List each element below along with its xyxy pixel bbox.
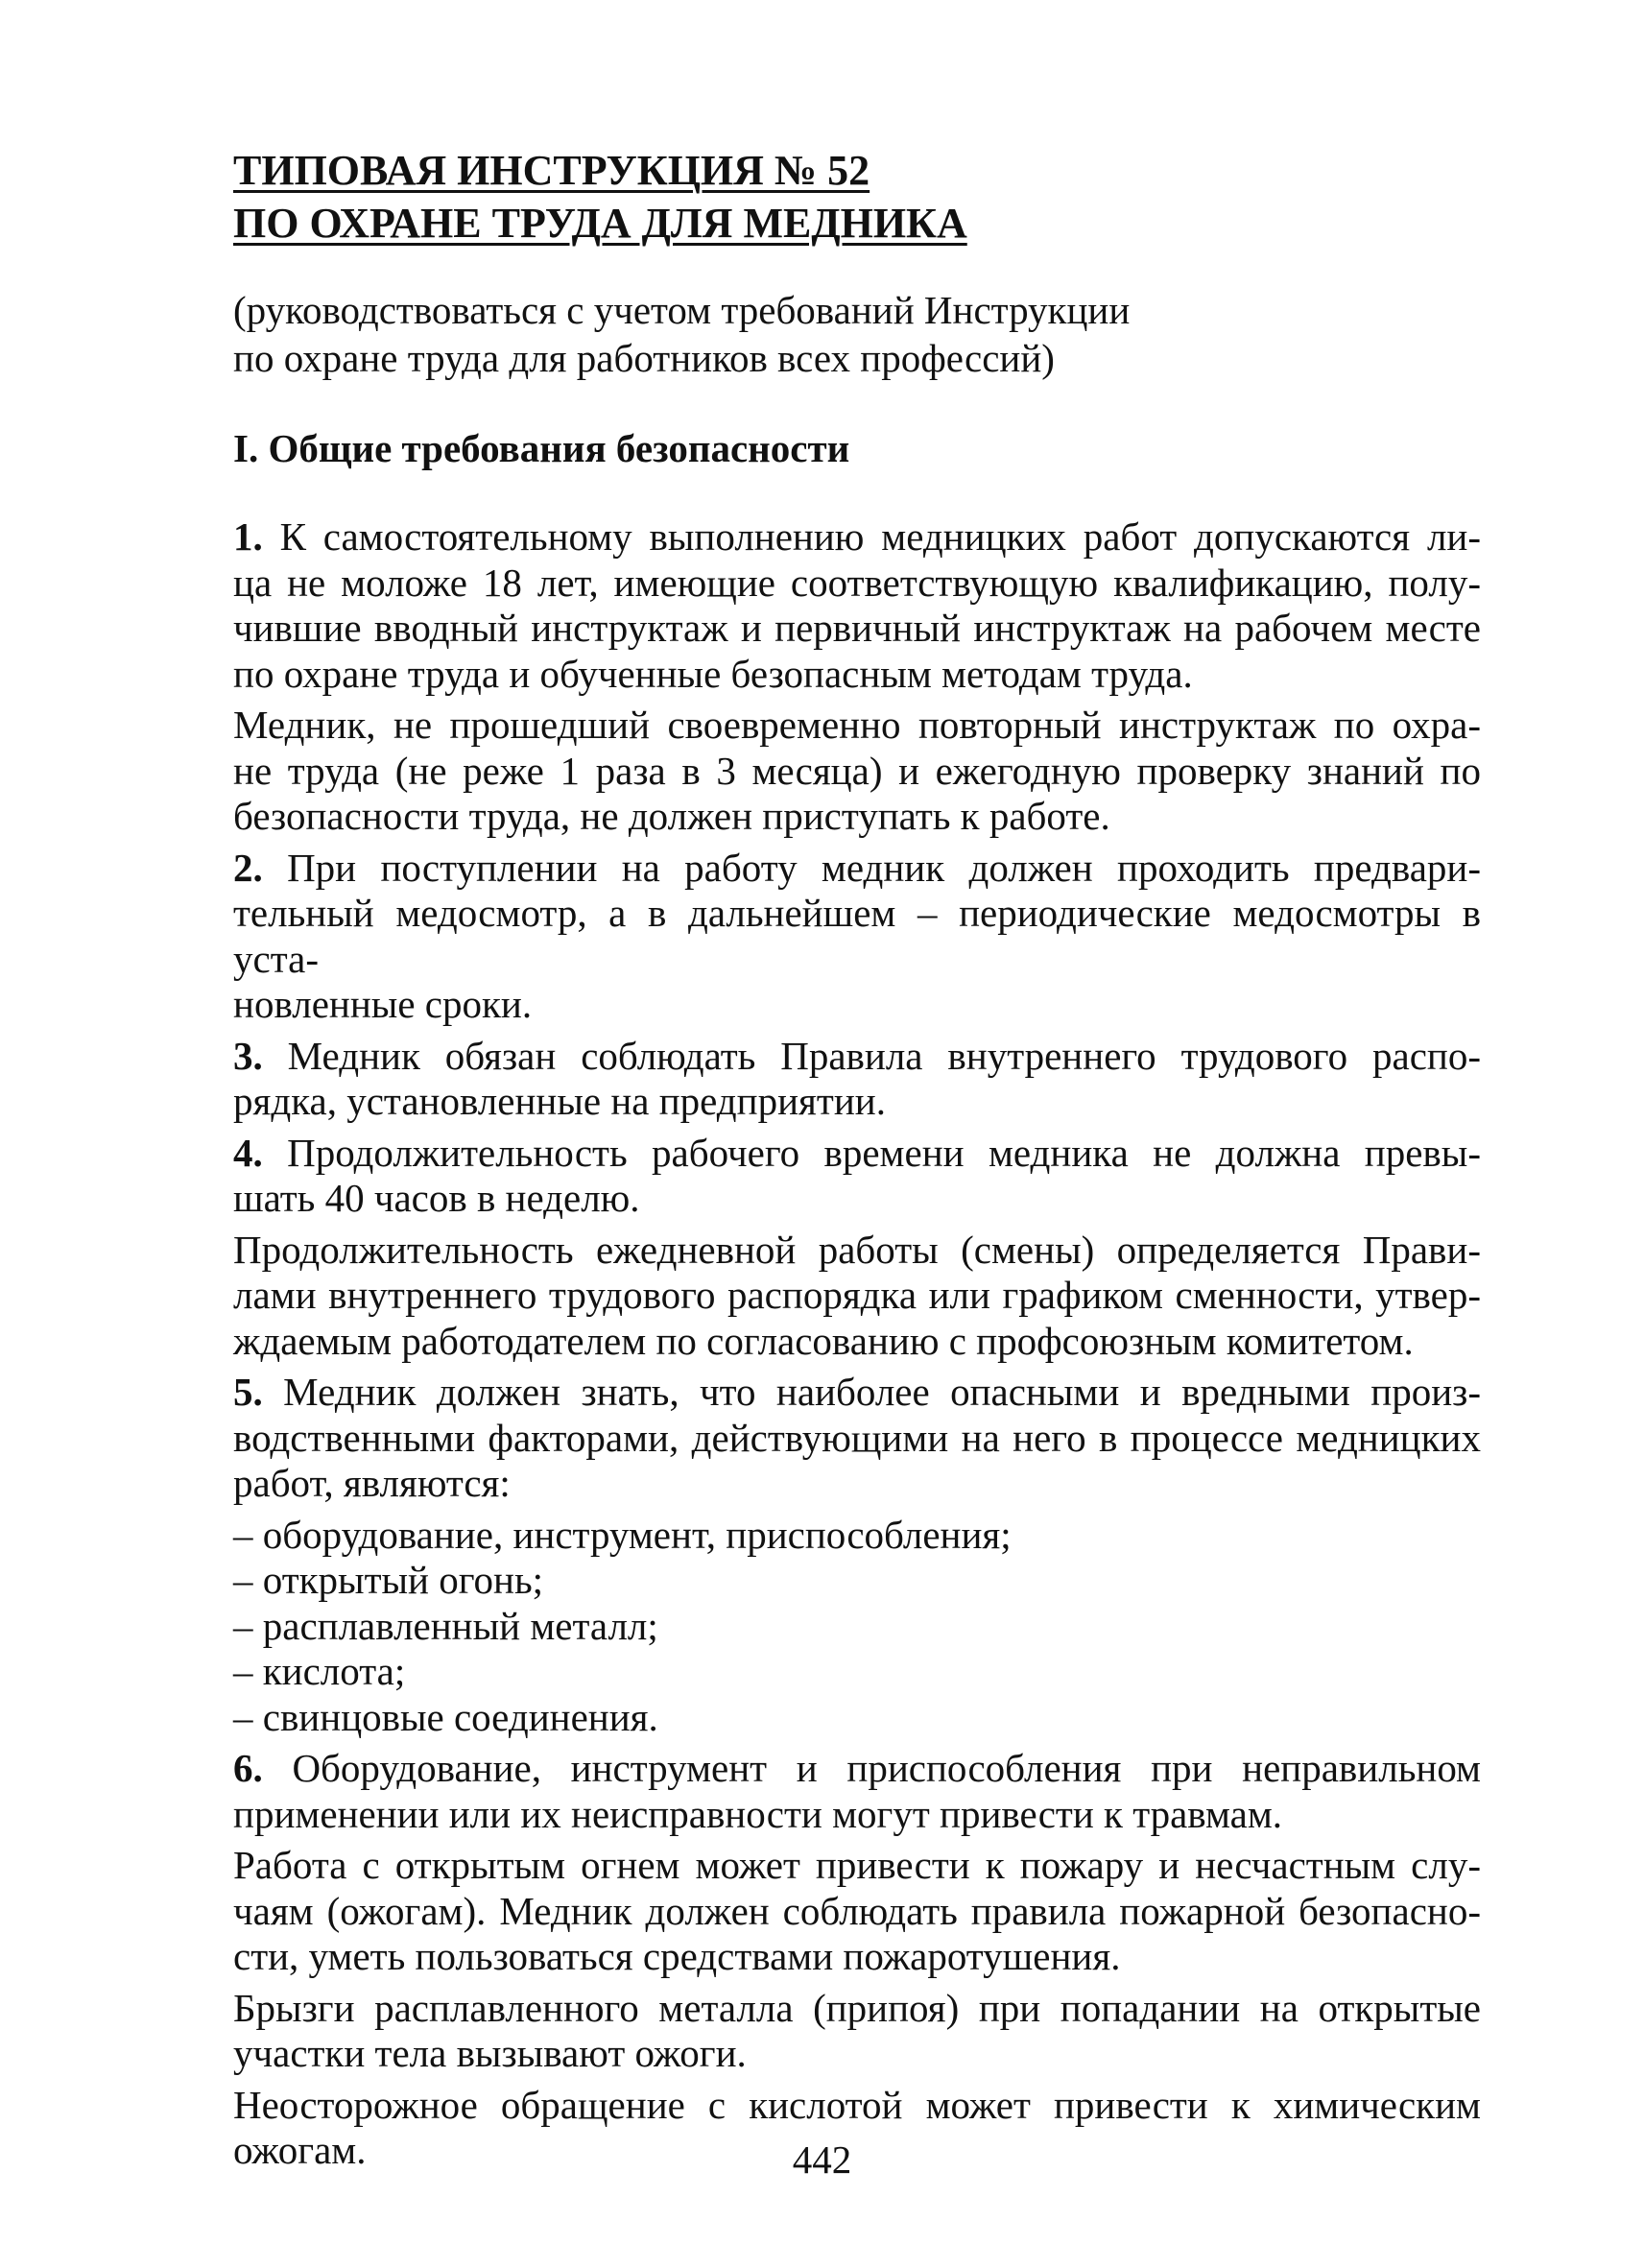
document-subtitle	[233, 286, 1481, 382]
paragraph-line: безопасности труда, не должен приступать к работе.	[233, 794, 1110, 838]
paragraph-line: ожогам.	[233, 2128, 367, 2172]
paragraph-line: 1. К самостоятельному выполнению медницких работ допускаются ли-	[233, 514, 1481, 559]
item-number: 2.	[233, 845, 263, 890]
paragraph-4	[233, 1131, 1481, 1222]
paragraph-line: не труда (не реже 1 раза в 3 месяца) и ежегодную проверку знаний по	[233, 748, 1481, 793]
item-number: 3.	[233, 1033, 263, 1078]
paragraph-line: чаям (ожогам). Медник должен соблюдать правила пожарной безопасно-	[233, 1888, 1481, 1933]
list-item: – кислота;	[233, 1649, 406, 1693]
paragraph-line: применении или их неисправности могут привести к травмам.	[233, 1791, 1283, 1836]
paragraph-line: 2. При поступлении на работу медник должен проходить предвари-	[233, 845, 1481, 890]
section-heading: I. Общие требования безопасности	[233, 426, 850, 470]
list-item: – открытый огонь;	[233, 1558, 544, 1602]
item-number: 6.	[233, 1746, 263, 1790]
paragraph-line: водственными факторами, действующими на него в процессе медницких	[233, 1415, 1481, 1460]
paragraph-line: лами внутреннего трудового распорядка или графиком сменности, утвер-	[233, 1273, 1481, 1317]
paragraph-1	[233, 514, 1481, 697]
document-body	[233, 514, 1481, 2174]
paragraph-line: 3. Медник обязан соблюдать Правила внутреннего трудового распо-	[233, 1033, 1481, 1078]
paragraph-line: ждаемым работодателем по согласованию с профсоюзным комитетом.	[233, 1318, 1414, 1363]
page-number: 442	[792, 2137, 852, 2182]
subtitle-line: по охране труда для работников всех профессий)	[233, 336, 1055, 380]
paragraph-line: чившие вводный инструктаж и первичный инструктаж на рабочем месте	[233, 606, 1481, 650]
paragraph-line: шать 40 часов в неделю.	[233, 1176, 640, 1220]
title-line: ТИПОВАЯ ИНСТРУКЦИЯ № 52	[233, 147, 870, 194]
subtitle-line: (руководствоваться с учетом требований Инструкции	[233, 288, 1131, 332]
paragraph-line: рядка, установленные на предприятии.	[233, 1079, 886, 1123]
paragraph-6c	[233, 1986, 1481, 2077]
paragraph-5	[233, 1370, 1481, 1507]
list-item: – оборудование, инструмент, приспособления;	[233, 1512, 1012, 1557]
paragraph-6b	[233, 1843, 1481, 1980]
paragraph-line: работ, являются:	[233, 1461, 511, 1505]
paragraph-line: Медник, не прошедший своевременно повторный инструктаж по охра-	[233, 703, 1481, 747]
title-line: ПО ОХРАНЕ ТРУДА ДЛЯ МЕДНИКА	[233, 200, 967, 247]
list-item: – расплавленный металл;	[233, 1603, 658, 1648]
paragraph-4b	[233, 1228, 1481, 1365]
paragraph-line: участки тела вызывают ожоги.	[233, 2031, 747, 2075]
paragraph-line: Неосторожное обращение с кислотой может привести к химическим	[233, 2082, 1481, 2127]
paragraph-3	[233, 1034, 1481, 1125]
paragraph-1b	[233, 703, 1481, 840]
paragraph-line: 6. Оборудование, инструмент и приспособления при неправильном	[233, 1746, 1481, 1790]
paragraph-line: новленные сроки.	[233, 982, 533, 1026]
paragraph-2	[233, 846, 1481, 1028]
paragraph-line: ца не моложе 18 лет, имеющие соответствующую квалификацию, полу-	[233, 560, 1481, 605]
paragraph-6	[233, 1746, 1481, 1837]
paragraph-line: 4. Продолжительность рабочего времени медника не должна превы-	[233, 1130, 1481, 1175]
list-item: – свинцовые соединения.	[233, 1694, 658, 1739]
item-number: 1.	[233, 514, 263, 559]
document-page	[233, 144, 1481, 2180]
item-number: 5.	[233, 1370, 263, 1414]
paragraph-line: Продолжительность ежедневной работы (смены) определяется Прави-	[233, 1227, 1481, 1272]
paragraph-line: тельный медосмотр, а в дальнейшем – периодические медосмотры в уста-	[233, 891, 1481, 981]
paragraph-line: сти, уметь пользоваться средствами пожаротушения.	[233, 1934, 1121, 1978]
item-number: 4.	[233, 1130, 263, 1175]
paragraph-line: 5. Медник должен знать, что наиболее опасными и вредными произ-	[233, 1370, 1481, 1414]
hazard-list	[233, 1513, 1481, 1741]
paragraph-line: Брызги расплавленного металла (припоя) при попадании на открытые	[233, 1985, 1481, 2030]
document-title	[233, 144, 1481, 250]
paragraph-line: Работа с открытым огнем может привести к пожару и несчастным слу-	[233, 1843, 1481, 1887]
paragraph-line: по охране труда и обученные безопасным методам труда.	[233, 651, 1193, 696]
